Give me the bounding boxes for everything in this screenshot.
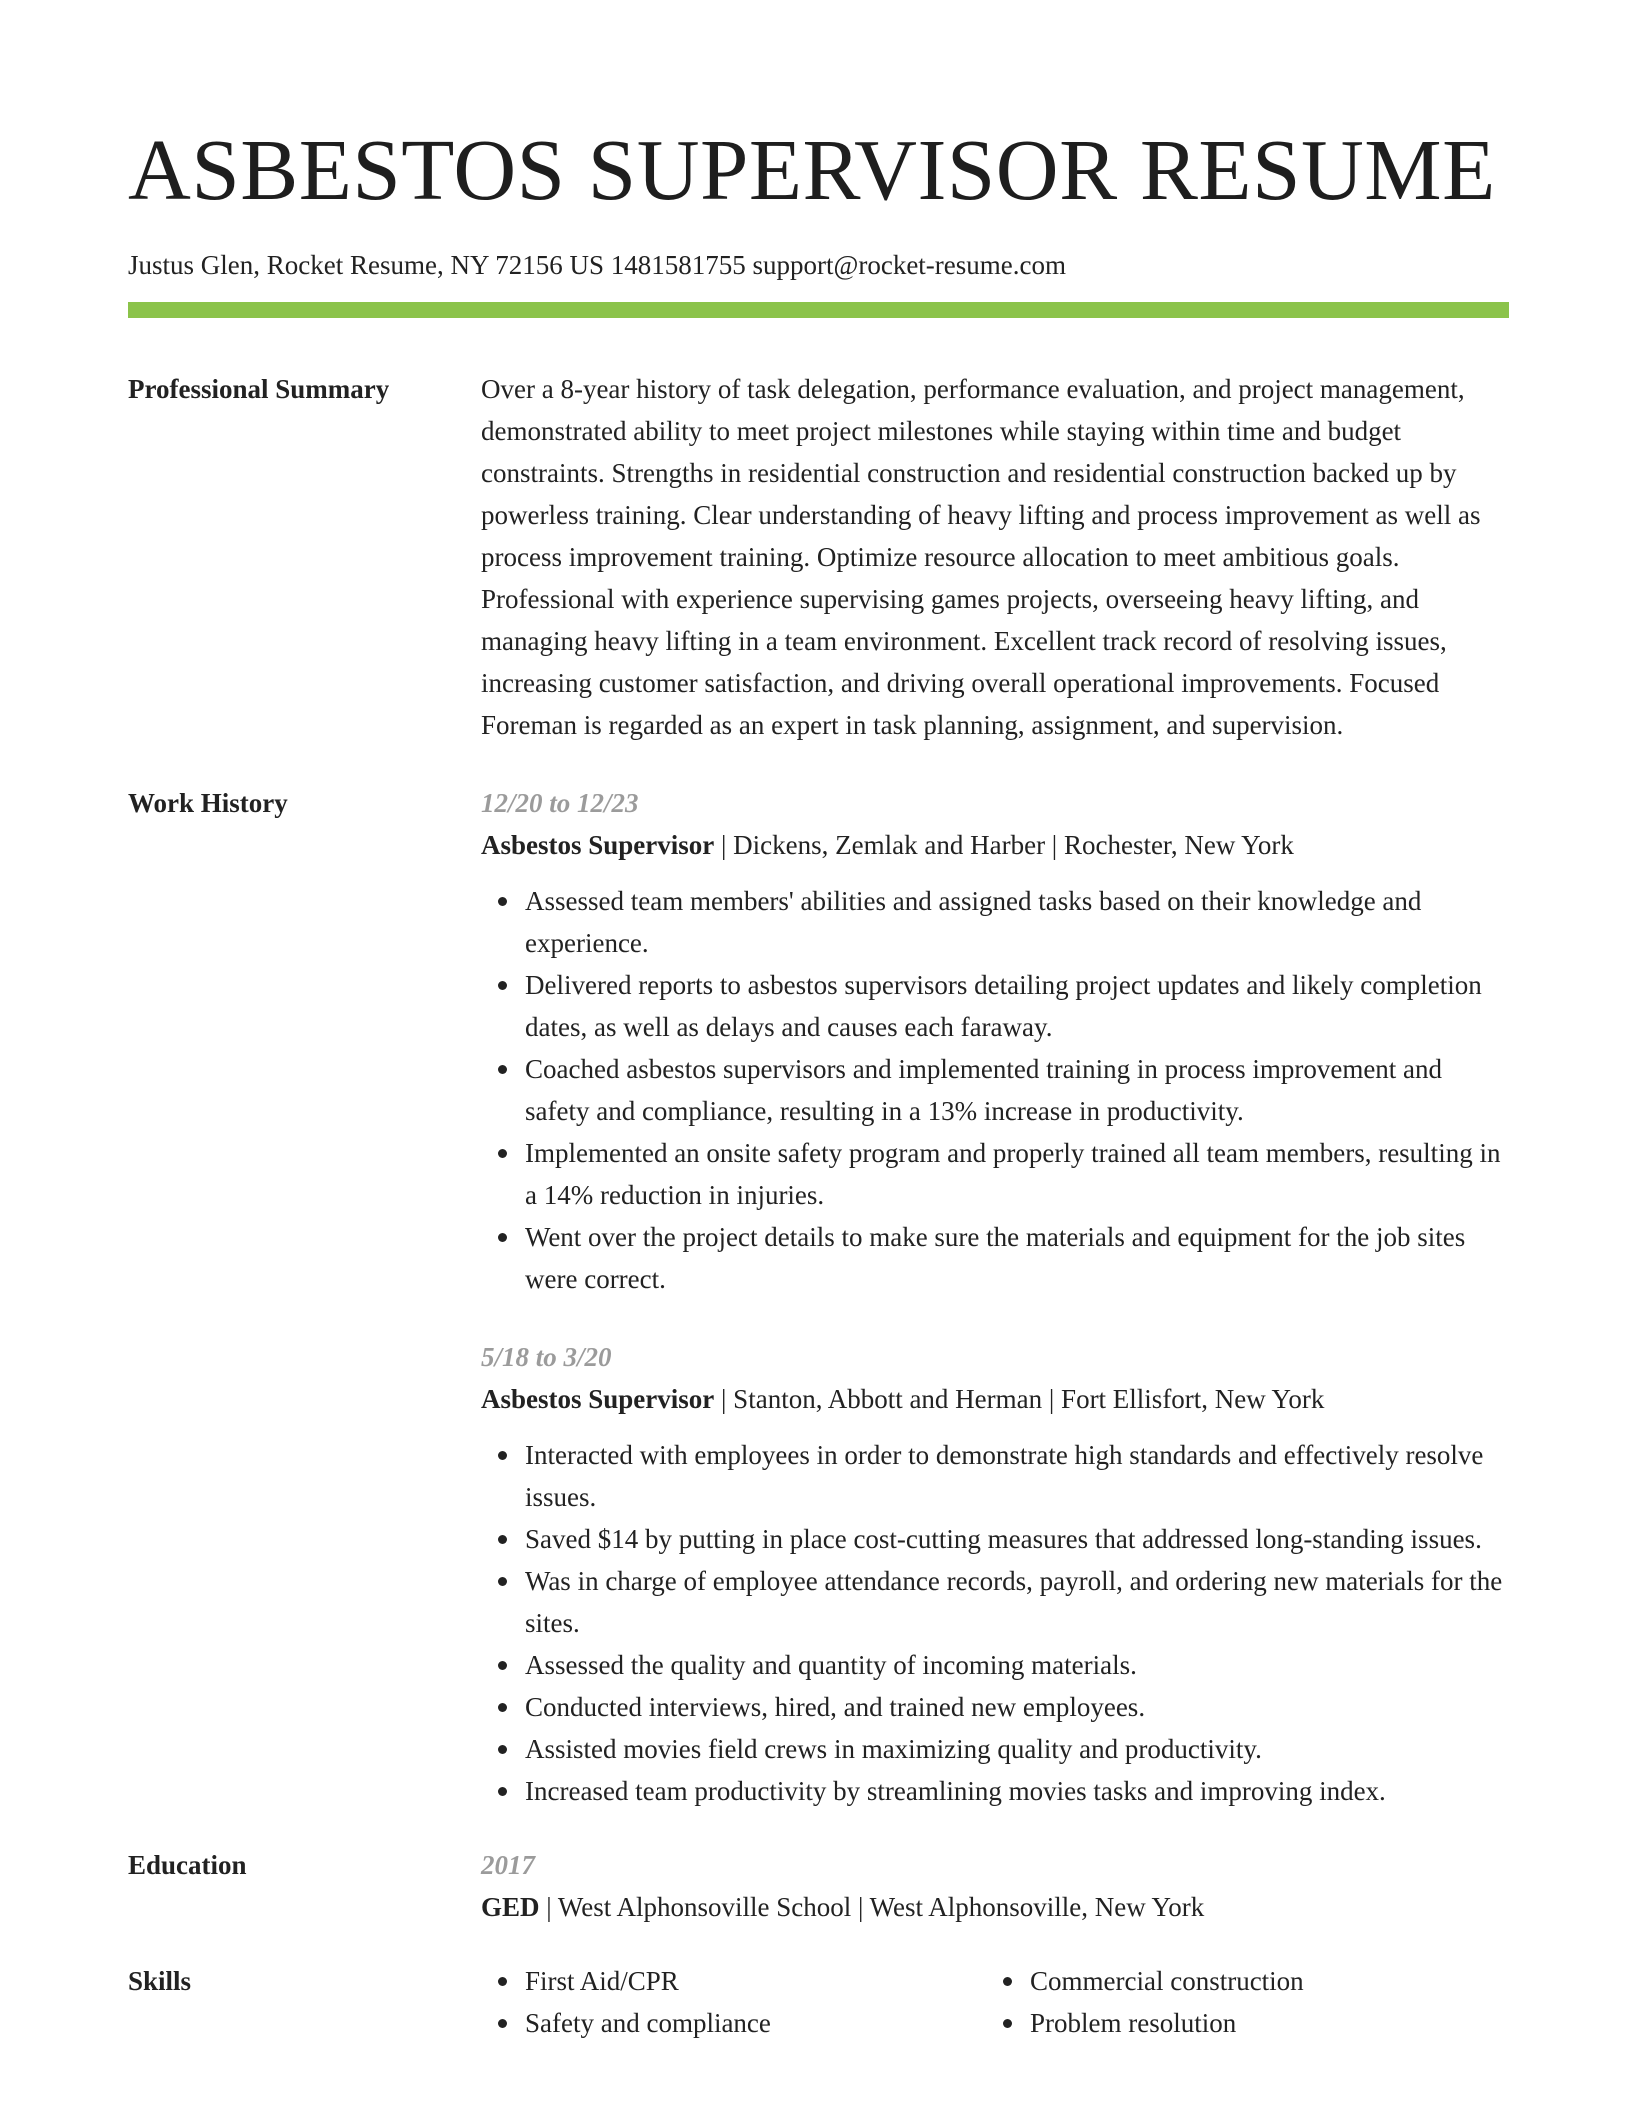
list-item: Conducted interviews, hired, and trained new employees. [525, 1686, 1509, 1728]
skills-column [481, 1960, 986, 2044]
skills-list [481, 1960, 986, 2044]
education-school-location: | West Alphonsoville School | West Alphonsoville, New York [539, 1892, 1205, 1922]
list-item: Commercial construction [1030, 1960, 1491, 2002]
job-title: Asbestos Supervisor [481, 830, 715, 860]
job-heading [481, 824, 1509, 866]
job-employer-location: | Stanton, Abbott and Herman | Fort Ellisfort, New York [714, 1384, 1325, 1414]
list-item: Assessed the quality and quantity of incoming materials. [525, 1644, 1509, 1686]
list-item: Coached asbestos supervisors and implemented training in process improvement and safety and compliance, resulting in a 13% increase in productivity. [525, 1048, 1509, 1132]
list-item: Safety and compliance [525, 2002, 986, 2044]
list-item: Went over the project details to make sure the materials and equipment for the job sites were correct. [525, 1216, 1509, 1300]
education-degree: GED [481, 1892, 540, 1922]
summary-section [128, 368, 1509, 746]
work-history-section [128, 782, 1509, 1812]
list-item: Was in charge of employee attendance records, payroll, and ordering new materials for the sites. [525, 1560, 1509, 1644]
job-employer-location: | Dickens, Zemlak and Harber | Rochester, New York [714, 830, 1294, 860]
job-dates: 12/20 to 12/23 [481, 788, 639, 818]
job-heading [481, 1378, 1509, 1420]
education-year: 2017 [481, 1850, 535, 1880]
list-item: Assisted movies field crews in maximizing quality and productivity. [525, 1728, 1509, 1770]
summary-text: Over a 8-year history of task delegation, performance evaluation, and project management, demonstrated ability to meet project milestones while staying within time and budget constraints. Strengths in residential construction and residential construction backed up by powerless training. Clear understanding of heavy lifting and process improvement as well as process improvement training. Optimize resource allocation to meet ambitious goals. Professional with experience supervising games projects, overseeing heavy lifting, and managing heavy lifting in a team environment. Excellent track record of resolving issues, increasing customer satisfaction, and driving overall operational improvements. Focused Foreman is regarded as an expert in task planning, assignment, and supervision. [481, 374, 1481, 740]
accent-divider [128, 302, 1509, 318]
resume-title: ASBESTOS SUPERVISOR RESUME [128, 121, 1496, 218]
skills-list [986, 1960, 1491, 2044]
list-item: Increased team productivity by streamlining movies tasks and improving index. [525, 1770, 1509, 1812]
skills-section [128, 1960, 1509, 2044]
work-history-body [481, 782, 1509, 1812]
list-item: Implemented an onsite safety program and properly trained all team members, resulting in a 14% reduction in injuries. [525, 1132, 1509, 1216]
job-bullet-list [481, 880, 1509, 1300]
section-heading-skills: Skills [128, 1966, 192, 1996]
section-heading-education: Education [128, 1850, 247, 1880]
list-item: Saved $14 by putting in place cost-cutting measures that addressed long-standing issues. [525, 1518, 1509, 1560]
education-section [128, 1844, 1509, 1928]
job-entry [481, 1336, 1509, 1812]
job-bullet-list [481, 1434, 1509, 1812]
list-item: Problem resolution [1030, 2002, 1491, 2044]
education-heading [481, 1886, 1509, 1928]
list-item: Interacted with employees in order to demonstrate high standards and effectively resolve issues. [525, 1434, 1509, 1518]
skills-column [986, 1960, 1491, 2044]
job-entry [481, 782, 1509, 1300]
section-heading-summary: Professional Summary [128, 374, 390, 404]
contact-line: Justus Glen, Rocket Resume, NY 72156 US 1481581755 support@rocket-resume.com [128, 250, 1066, 280]
list-item: First Aid/CPR [525, 1960, 986, 2002]
list-item: Delivered reports to asbestos supervisors detailing project updates and likely completion dates, as well as delays and causes each faraway. [525, 964, 1509, 1048]
list-item: Assessed team members' abilities and assigned tasks based on their knowledge and experience. [525, 880, 1509, 964]
job-dates: 5/18 to 3/20 [481, 1342, 612, 1372]
education-body [481, 1844, 1509, 1928]
section-heading-work: Work History [128, 788, 288, 818]
skills-grid [481, 1960, 1509, 2044]
job-title: Asbestos Supervisor [481, 1384, 715, 1414]
